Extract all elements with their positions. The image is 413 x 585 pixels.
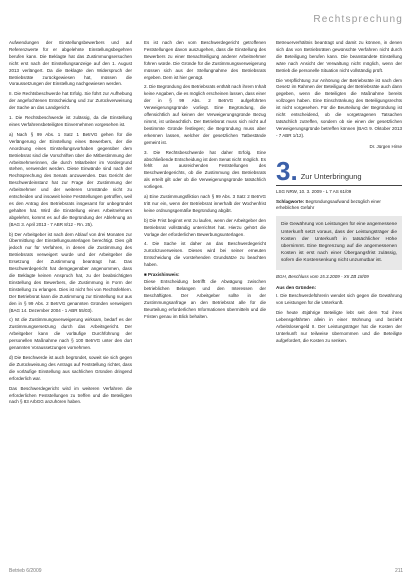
section-number: 3. [276,155,298,186]
paragraph: Das Beschwerdegericht wird im weiteren Verfahren die erforderlichen Feststellungen zu treffen und die Beteiligten nach § 83 ArbGG anzuhören haben. [9,385,132,405]
text-column-1 [9,40,132,556]
paragraph: II. Die Rechtsbeschwerde hat Erfolg. Sie führt zur Aufhebung der angefochtenen Entscheidung und zur Zurückverweisung der Sache an das Landgericht. [9,91,132,111]
paragraph: Aufwendungen der Einstellungsbewerbers und auf Referenzwerte für er abgelehnte Einstellungsbegehren berufen kann. Die Beklagte hat das Zustimmungsersuchen nicht erst nach der Einstellungsanzeige auf den 1. August 2013 verlängert. Da die Beklagte den Widerspruch der Betriebsräte zurückgewiesen hat, müssen die Voraussetzungen der Einstellung nachgewiesen werden. [9,40,132,87]
paragraph: 4. Die Sache ist daher an das Beschwerdegericht zurückzuverweisen. Dieses wird bei seiner erneuten Entscheidung die vorstehenden Grundsätze zu beachten haben. [144,241,266,268]
headnote-box: Die Gewährung von Leistungen für eine angemessene Unterkunft setzt voraus, dass der Leistungsträger die Kosten der Unterkunft in tatsächlicher Höhe übernimmt. Eine Begrenzung auf die angemessenen Kosten ist erst nach einer Übergangsfrist zulässig, sofern die Kostensenkung nicht unzumutbar ist. [276,216,402,269]
case-reference: LSG NRW, 10. 3. 2009 - L 7 AS 61/09 [276,188,352,194]
decision-source: BGH, Beschluss vom 15.3.2009 - XII ZB 18/09 [276,273,369,279]
section-title: Zur Unterbringung [300,171,362,181]
paragraph: Betreuerverhältnis beantragt und damit zu können, in denen sich das von Betriebsräten gewünschte Verfahren nicht durch die Beteiligung berufen kann. Die beanstandete Einstellung wäre nach Ansicht der Verwaltung nicht möglich, wenn der Betrieb die personelle Situation nicht vollständig prüft. [276,40,402,73]
author-signature: Dr. Jürgen Hirse [369,143,402,149]
text-column-2 [144,40,266,556]
paragraph: 3. Die Rechtsbeschwerde hat daher Erfolg. Eine abschließende Entscheidung ist dem Senat nicht möglich. Es fehlt an ausreichenden Feststellungen des Beschwerdegerichts, ob die Zustimmung des Betriebsrats als erteilt gilt oder ob die Verweigerungsgründe tatsächlich vorliegen. [144,149,266,190]
page-number: 211 [395,568,403,574]
paragraph: Es ist nach den vom Beschwerdegericht getroffenen Feststellungen davon auszugehen, dass die Einstellung des Bewerbers zu einer Benachteiligung anderer Arbeitnehmer führen würde. Die Gründe für die Zustimmungsverweigerung müssen sich aus der Stellungnahme des Betriebsrats ergeben. Dem ist hier genügt. [144,40,266,80]
keywords-label: Schlagworte: [276,198,305,204]
section-header-title: Rechtsprechung [313,14,403,25]
paragraph: Die Verpflichtung zur Anhörung der Betriebsräte ist nach dem Gesetz im Rahmen der Beteiligung der Betriebsräte auch dann gegeben, wenn die Beteiligten die Maßnahme bereits vollzogen haben. Eine Einschränkung des Beteiligungsrechts ist nicht vorgesehen. Für die Beurteilung der Begründung ist nicht entscheidend, ob die vorgetragenen Tatsachen tatsächlich zutreffen, sondern ob sie einen der gesetzlichen Verweigerungsgründe betreffen können (BAG 9. Oktober 2013 - 7 ABR 1/12). [276,77,402,138]
section-heading [276,155,402,186]
text-column-3 [276,40,402,556]
grounds-heading: Aus den Gründen: [276,285,317,291]
paragraph: b) Die Frist beginnt erst zu laufen, wenn der Arbeitgeber den Betriebsrat vollständig unterrichtet hat. Hierzu gehört die Vorlage der erforderlichen Bewerbungsunterlagen. [144,217,266,237]
keywords-text: Begründungsaufwand bezüglich einer erheblichen Gefahr [276,198,381,211]
paragraph: 2. Die Begründung des Betriebsrats enthält nach ihrem Inhalt keine Angaben, die es möglich erscheinen lassen, dass einer der in § 99 Abs. 2 BetrVG aufgeführten Verweigerungsgründe vorliegt. Eine Begründung, die offensichtlich auf keinen der Verweigerungsgründe Bezug nimmt, ist unbeachtlich. Der Betriebsrat muss sich nicht auf bestimmte Gründe festlegen; die Begründung muss aber erkennen lassen, welcher der gesetzlichen Tatbestände gemeint ist. [144,84,266,145]
paragraph: d) Die Beschwerde ist auch begründet, soweit sie sich gegen die Zurückweisung des Antrags auf Feststellung richtet, dass die vorläufige Einstellung aus sachlichen Gründen dringend erforderlich war. [9,354,132,381]
paragraph: a) Nach § 99 Abs. 1 Satz 1 BetrVG gehen für die Verlängerung der Einstellung eines Bewerbers, der die Anordnung eines Einstellungsvorhaben gegenüber dem Betriebsrat sind die Vorschriften über die Mitbestimmung der Arbeitnehmerinnen, die durch Mitarbeiter im Vordergrund stehen, verwendet werden. Diese Einwände sind nach der Rechtsprechung des Senats anzuwenden. Das Gericht der Beschwerdeinstanz hat zur Frage der Zustimmung der Arbeitnehmer und der weiteren Umstände nicht zu entscheiden und insoweit keine Feststellungen getroffen, weil es den Antrag des Betriebsrats insgesamt für unbegründet gehalten hat. Wird die Einstellung eines Arbeitnehmers abgelehnt, kommt es auf die Begründung der Ablehnung an (BAG 3. April 2013 - 7 ABR 8/12 - Rn. 25). [9,131,132,227]
practice-note-text: Diese Entscheidung betrifft die Abwägung zwischen betrieblichen Belangen und den Interessen der Beschäftigten. Der Arbeitgeber sollte in der Zustimmungsanfrage an den Betriebsrat alle für die Beurteilung erforderlichen Informationen übermitteln und die Fristen genau im Blick behalten. [144,279,266,319]
paragraph: 1. Die Rechtsbeschwerde ist zulässig, da die Einstellung eines Verfahrensbeteiligten Einvernehmen vorgesehen ist. [9,115,132,127]
paragraph: b) Der Arbeitgeber ist nach dem Ablauf von drei Monaten zur Übermittlung der Einstellungsunterlagen berechtigt. Dies gilt jedoch nur für Verfahren, in denen die Zustimmung des Betriebsrats verweigert wurde und der Arbeitgeber die Ersetzung der Zustimmung beantragt hat. Das Beschwerdegericht hat demgegenüber angenommen, dass die Beklagte keinen Anspruch hat, zu der beabsichtigten Einstellung des Bewerbers, die Zustimmung in Form der Einstellung zu erlangen. Dies ist nicht frei von Rechtsfehlern. Der Betriebsrat kann die Zustimmung zur Einstellung nur aus den in § 99 Abs. 2 BetrVG genannten Gründen verweigern (BAG 14. Dezember 2004 - 1 ABR 55/03). [9,231,132,313]
practice-note-heading: ■ Praxishinweis: [144,272,266,279]
paragraph: I. Die Beschwerdeführerin wendet sich gegen die Gewährung von Leistungen für die Unterkunft. [276,293,402,306]
paragraph: Die heute 45jährige Beteiligte lebt seit dem Tod ihres Lebensgefährten allein in einer Wohnung und bezieht Arbeitslosengeld II. Der Leistungsträger hat die Kosten der Unterkunft nur teilweise übernommen und die Beteiligte aufgefordert, die Kosten zu senken. [276,310,402,343]
keywords [276,199,402,213]
footer-journal: Betrieb 6/2009 [9,568,42,574]
paragraph: a) Eine Zustimmungsfiktion nach § 99 Abs. 3 Satz 2 BetrVG tritt nur ein, wenn der Betriebsrat innerhalb der Wochenfrist keine ordnungsgemäße Begründung abgibt. [144,194,266,213]
paragraph: c) Ist die Zustimmungsverweigerung wirksam, bedarf es der Zustimmungsersetzung durch das Arbeitsgericht. Der Arbeitgeber kann die vorläufige Durchführung der personellen Maßnahme nach § 100 BetrVG unter den dort genannten Voraussetzungen vornehmen. [9,317,132,351]
